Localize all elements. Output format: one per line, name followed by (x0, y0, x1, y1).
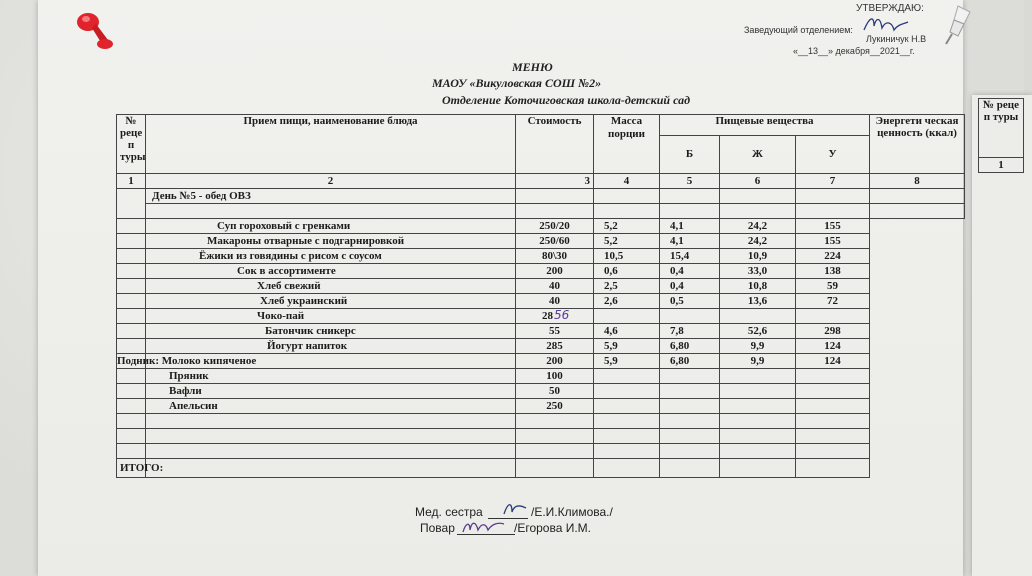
b-cell: 5,2 (594, 219, 660, 234)
dish-cell: Суп гороховый с гренками (117, 219, 146, 234)
mass-cell (516, 309, 594, 324)
kcal-cell: 155 (796, 219, 870, 234)
header-nutrients: Пищевые вещества (660, 115, 870, 136)
zh-cell (660, 384, 720, 399)
mass-cell: 250 (516, 399, 594, 414)
handwritten-note: 56 (554, 308, 570, 322)
kcal-cell: 124 (796, 354, 870, 369)
kcal-cell (796, 384, 870, 399)
kcal-cell: 59 (796, 279, 870, 294)
b-cell: 10,5 (594, 249, 660, 264)
kcal-cell: 138 (796, 264, 870, 279)
mass-cell: 200 (516, 354, 594, 369)
zh-cell: 0,5 (660, 294, 720, 309)
kcal-cell (796, 399, 870, 414)
dish-cell: Апельсин (117, 399, 146, 414)
dish-cell: Йогурт напиток (117, 339, 146, 354)
dish-cell: Вафли (117, 384, 146, 399)
side-header: № реце п туры (979, 99, 1024, 158)
table-row (117, 399, 965, 414)
dish-cell: Пряник (117, 369, 146, 384)
mass-cell: 200 (516, 264, 594, 279)
zh-cell: 15,4 (660, 249, 720, 264)
dish-cell: Подник: Молоко кипяченое (117, 354, 257, 367)
mass-cell: 250/60 (516, 234, 594, 249)
b-cell (594, 309, 660, 324)
nurse-label: Мед. сестра (415, 505, 483, 519)
kcal-cell: 224 (796, 249, 870, 264)
u-cell: 9,9 (720, 339, 796, 354)
cook-signature-icon (460, 516, 506, 538)
b-cell (594, 399, 660, 414)
col-number: 6 (720, 174, 796, 189)
u-cell: 10,9 (720, 249, 796, 264)
cost-cell (146, 309, 516, 324)
table-row (117, 234, 965, 249)
b-cell: 5,9 (594, 339, 660, 354)
recipe-column (117, 189, 146, 219)
zh-cell (660, 309, 720, 324)
dish-cell: Макароны отварные с подгарнировкой (117, 234, 146, 249)
menu-title: МЕНЮ (512, 60, 553, 74)
u-cell: 13,6 (720, 294, 796, 309)
u-cell (720, 399, 796, 414)
u-cell: 52,6 (720, 324, 796, 339)
b-cell (594, 384, 660, 399)
total-row (117, 459, 965, 478)
header-u: У (796, 136, 870, 174)
total-label: ИТОГО: (117, 459, 146, 478)
mass-cell: 100 (516, 369, 594, 384)
header-mass: Масса порции (594, 115, 660, 174)
zh-cell (660, 369, 720, 384)
zh-cell: 4,1 (660, 234, 720, 249)
table-row (117, 249, 965, 264)
zh-cell: 0,4 (660, 279, 720, 294)
b-cell (594, 369, 660, 384)
approval-name: Лукиничук Н.В (866, 34, 927, 44)
u-cell: 10,8 (720, 279, 796, 294)
b-cell: 2,5 (594, 279, 660, 294)
header-cost: Стоимость (516, 115, 594, 174)
cook-name: /Егорова И.М. (514, 521, 592, 535)
table-row (117, 219, 965, 234)
u-cell (720, 384, 796, 399)
dish-cell: Батончик сникерс (117, 324, 146, 339)
header-zh: Ж (720, 136, 796, 174)
kcal-cell: 124 (796, 339, 870, 354)
school-name: МАОУ «Викуловская СОШ №2» (432, 76, 602, 90)
zh-cell: 6,80 (660, 339, 720, 354)
table-row (117, 309, 965, 324)
mass-cell: 40 (516, 294, 594, 309)
b-cell: 5,9 (594, 354, 660, 369)
cook-label: Повар (420, 521, 455, 535)
zh-cell: 7,8 (660, 324, 720, 339)
b-cell: 4,6 (594, 324, 660, 339)
table-row (117, 279, 965, 294)
col-number: 3 (516, 174, 594, 189)
col-number: 7 (796, 174, 870, 189)
approval-title: УТВЕРЖДАЮ: (856, 3, 924, 14)
kcal-cell: 298 (796, 324, 870, 339)
table-row (117, 354, 965, 369)
dish-cell: Чоко-пай (117, 309, 146, 324)
kcal-cell (796, 369, 870, 384)
cost-cell (146, 279, 516, 294)
mass-cell: 285 (516, 339, 594, 354)
table-row (117, 384, 965, 399)
u-cell: 24,2 (720, 234, 796, 249)
table-row (117, 339, 965, 354)
u-cell (720, 369, 796, 384)
u-cell: 24,2 (720, 219, 796, 234)
approval-date: «__13__» декабря__2021__г. (793, 46, 915, 56)
nurse-name: /Е.И.Климова./ (531, 505, 613, 519)
white-pushpin-icon (938, 2, 978, 46)
mass-cell: 50 (516, 384, 594, 399)
table-row (117, 264, 965, 279)
table-row (117, 324, 965, 339)
empty-row (117, 444, 965, 459)
col-number: 4 (594, 174, 660, 189)
table-row (117, 294, 965, 309)
dish-cell: Хлеб свежий (117, 279, 146, 294)
red-pushpin-icon (74, 10, 118, 54)
empty-row (117, 414, 965, 429)
day-label: День №5 - обед ОВЗ (146, 189, 516, 204)
empty-row (117, 429, 965, 444)
mass-cell: 80\30 (516, 249, 594, 264)
dish-cell: Сок в ассортименте (117, 264, 146, 279)
mass-cell: 40 (516, 279, 594, 294)
u-cell (720, 309, 796, 324)
u-cell: 33,0 (720, 264, 796, 279)
second-sheet-table (978, 98, 1024, 173)
b-cell: 5,2 (594, 234, 660, 249)
department-name: Отделение Коточиговская школа-детский сад (442, 93, 691, 107)
header-recipe: № реце п туры (117, 115, 146, 174)
col-number: 2 (146, 174, 516, 189)
zh-cell: 4,1 (660, 219, 720, 234)
b-cell: 2,6 (594, 294, 660, 309)
dish-cell: Хлеб украинский (117, 294, 146, 309)
col-number: 1 (117, 174, 146, 189)
b-cell: 0,6 (594, 264, 660, 279)
mass-cell: 55 (516, 324, 594, 339)
dish-cell: Ёжики из говядины с рисом с соусом (117, 249, 146, 264)
kcal-cell: 72 (796, 294, 870, 309)
table-row (117, 369, 965, 384)
kcal-cell (796, 309, 870, 324)
zh-cell: 0,4 (660, 264, 720, 279)
col-number: 5 (660, 174, 720, 189)
header-energy: Энергети ческая ценность (ккал) (870, 115, 965, 174)
header-b: Б (660, 136, 720, 174)
u-cell: 9,9 (720, 354, 796, 369)
zh-cell: 6,80 (660, 354, 720, 369)
mass-value: 28 (542, 310, 553, 322)
approval-position: Заведующий отделением: (744, 25, 853, 35)
zh-cell (660, 399, 720, 414)
header-dish: Прием пищи, наименование блюда (146, 115, 516, 174)
kcal-cell: 155 (796, 234, 870, 249)
side-col-number: 1 (979, 158, 1024, 173)
col-number: 8 (870, 174, 965, 189)
mass-cell: 250/20 (516, 219, 594, 234)
menu-table (116, 114, 965, 478)
